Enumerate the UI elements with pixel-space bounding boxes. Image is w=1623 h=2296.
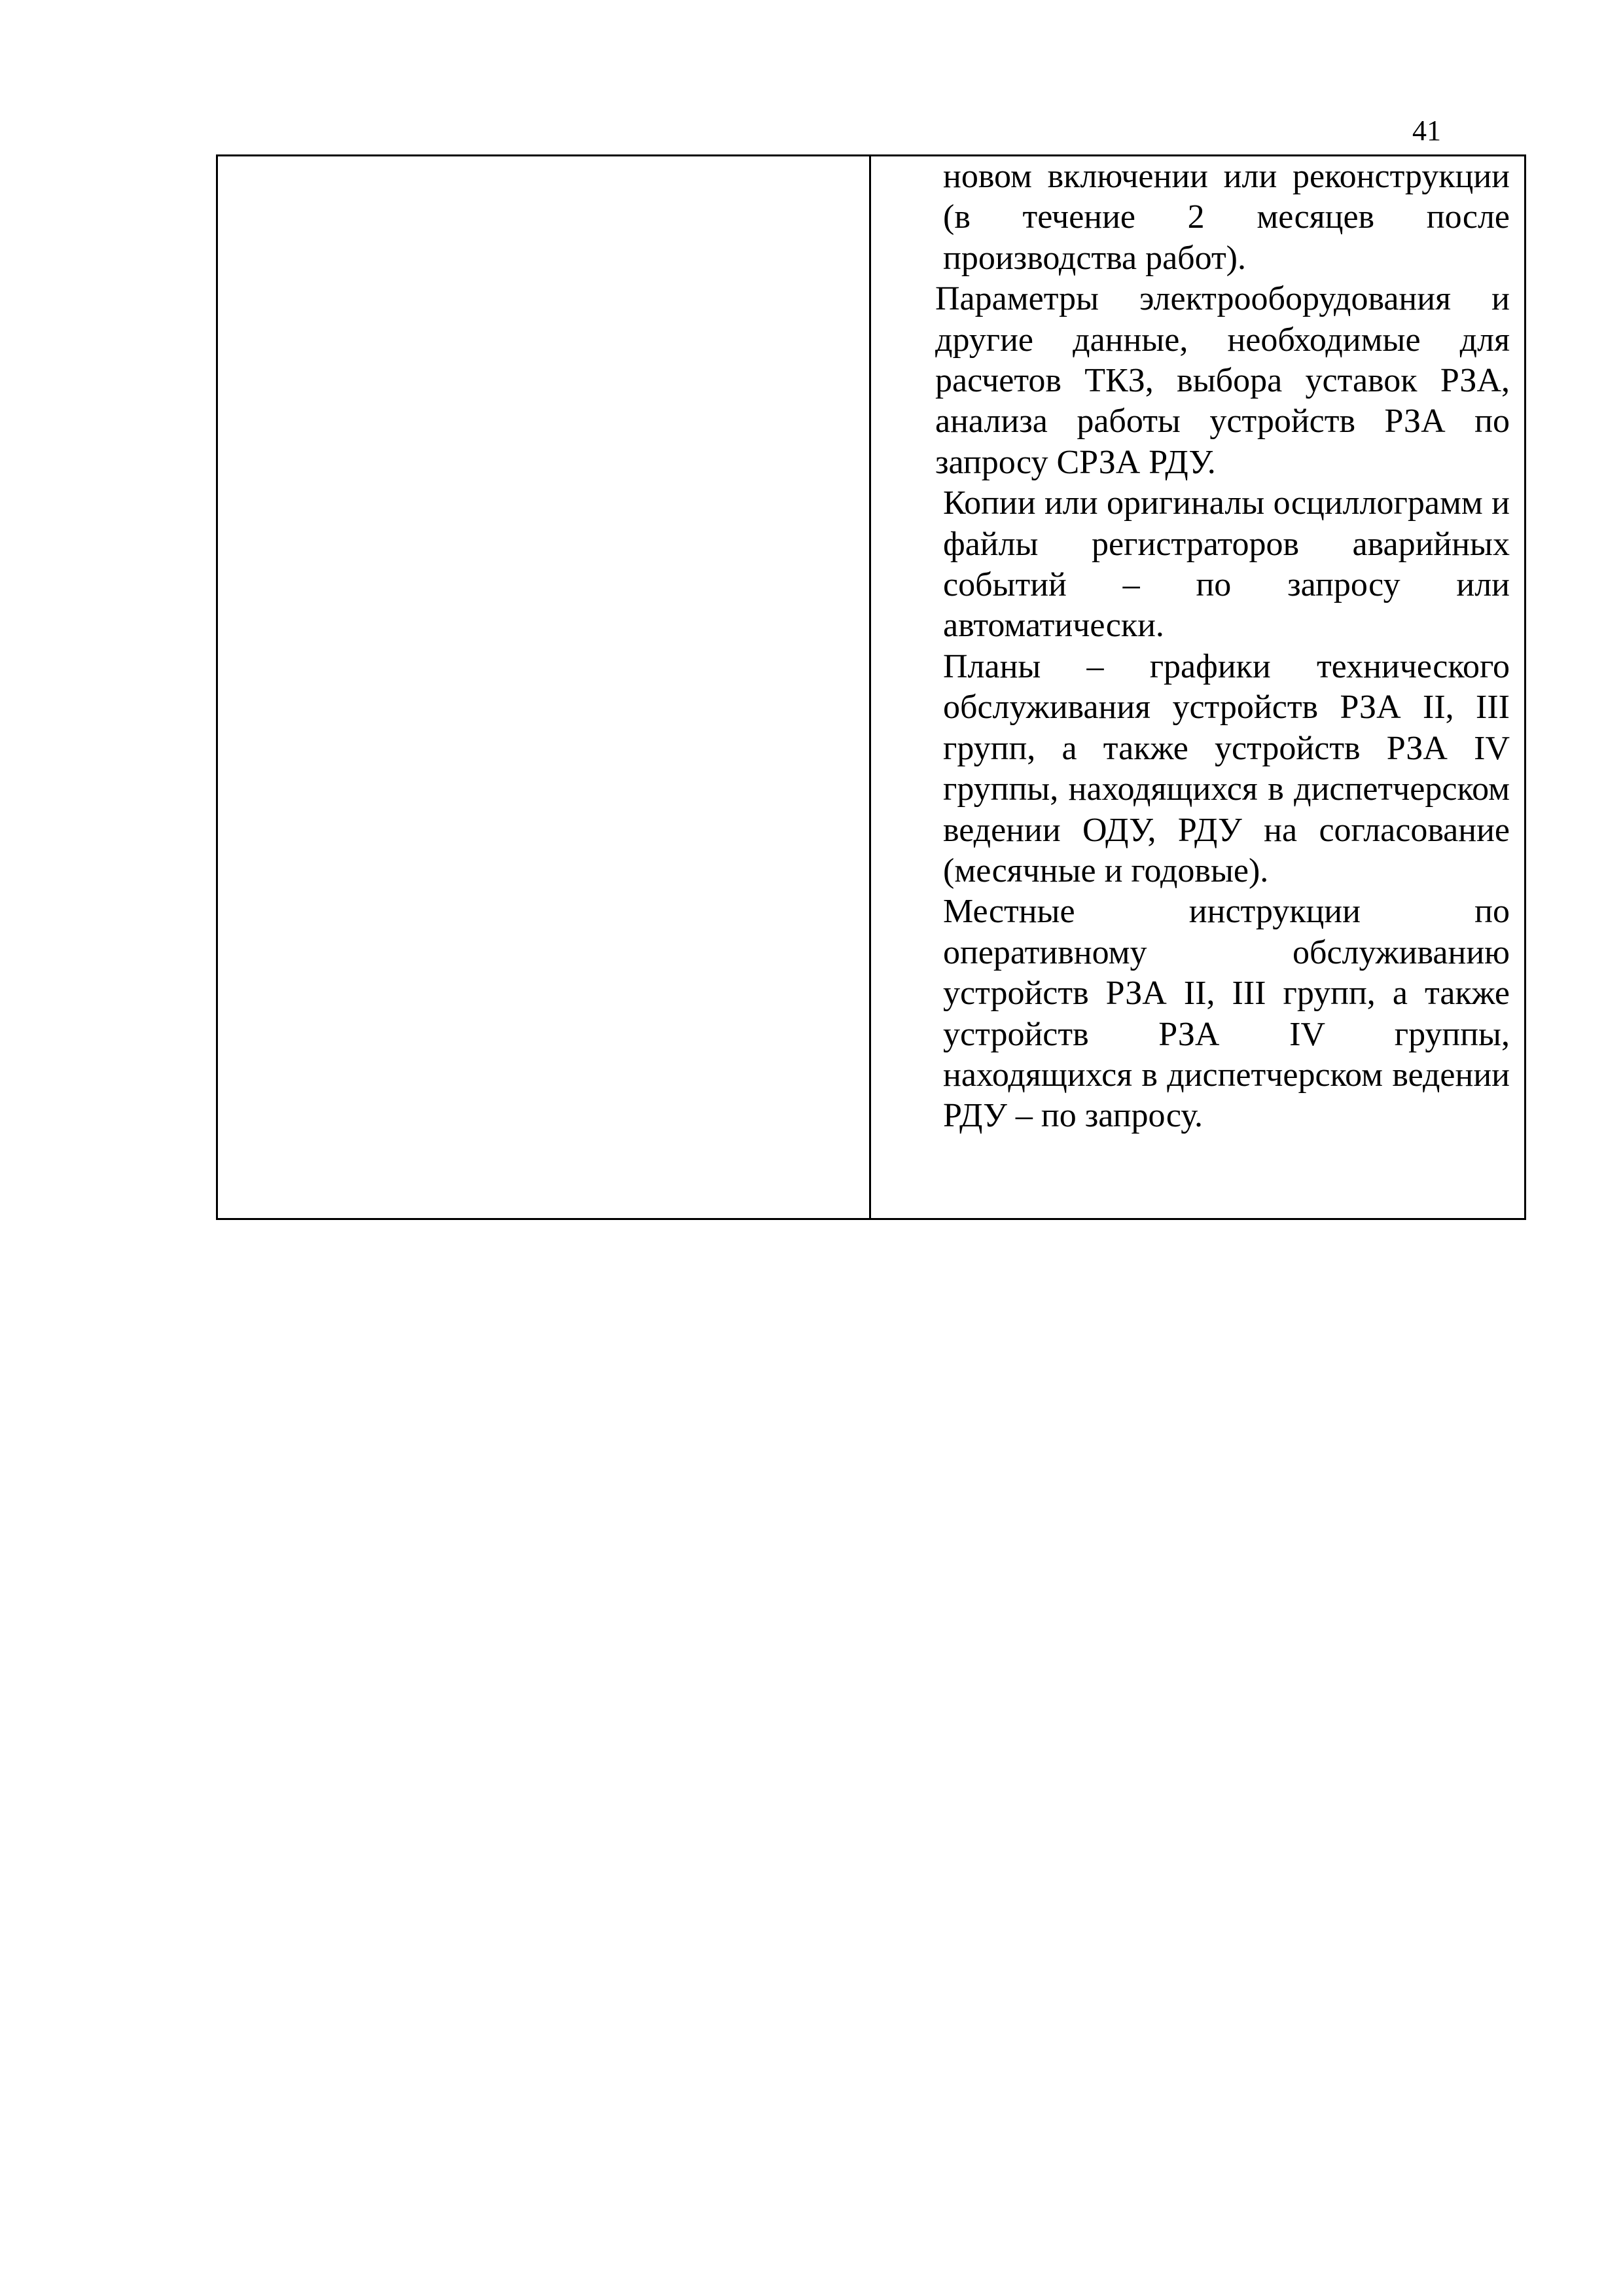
paragraph-maintenance-plans: Планы – графики технического обслуживания устройств РЗА II, III групп, а также устройств РЗА IV группы, находящихся в диспетчерском ведении ОДУ, РДУ на согласование (месячные и годовые). [943,647,1510,889]
document-table [216,154,1526,1220]
paragraph-local-instructions: Местные инструкции по оперативному обслуживанию устройств РЗА II, III групп, а также устройств РЗА IV группы, находящихся в диспетчерском ведении РДУ – по запросу. [943,893,1510,1135]
table-cell-right [871,156,1524,1218]
paragraph-equipment-parameters: Параметры электрооборудования и другие данные, необходимые для расчетов ТКЗ, выбора уставок РЗА, анализа работы устройств РЗА по запросу СРЗА РДУ. [935,280,1510,481]
table-cell-left [218,156,871,1218]
paragraph-oscillograms: Копии или оригиналы осциллограмм и файлы регистраторов аварийных событий – по запросу или автоматически. [943,484,1510,645]
page-number: 41 [1412,115,1441,147]
paragraph-continuation: новом включении или реконструкции (в течение 2 месяцев после производства работ). [943,158,1510,277]
